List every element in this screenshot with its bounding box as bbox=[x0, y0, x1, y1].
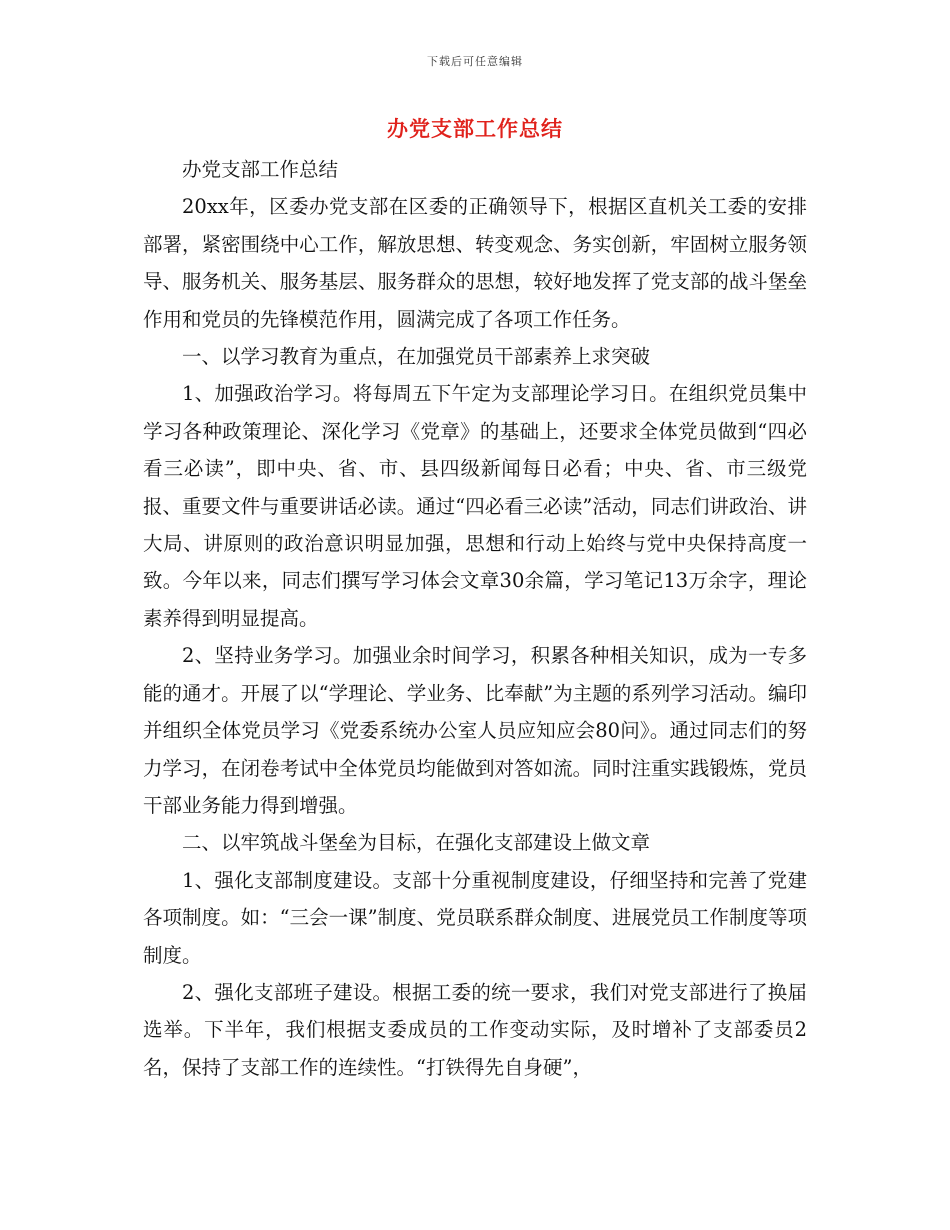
paragraph-political-study: 1、加强政治学习。将每周五下午定为支部理论学习日。在组织党员集中学习各种政策理论、深化学习《党章》的基础上，还要求全体党员做到“四必看三必读”，即中央、省、市、县四级新闻每日必看；中央、省、市三级党报、重要文件与重要讲话必读。通过“四必看三必读”活动，同志们讲政治、讲大局、讲原则的政治意识明显加强，思想和行动上始终与党中央保持高度一致。今年以来，同志们撰写学习体会文章30余篇，学习笔记13万余字，理论素养得到明显提高。 bbox=[143, 382, 807, 630]
paragraph-business-study: 2、坚持业务学习。加强业余时间学习，积累各种相关知识，成为一专多能的通才。开展了以“学理论、学业务、比奉献”为主题的系列学习活动。编印并组织全体党员学习《党委系统办公室人员应知应会80问》。通过同志们的努力学习，在闭卷考试中全体党员均能做到对答如流。同时注重实践锻炼，党员干部业务能力得到增强。 bbox=[143, 644, 807, 817]
paragraph-team-building: 2、强化支部班子建设。根据工委的统一要求，我们对党支部进行了换届选举。下半年，我们根据支委成员的工作变动实际，及时增补了支部委员2名，保持了支部工作的连续性。“打铁得先自身硬”， bbox=[143, 980, 807, 1079]
paragraph-intro: 20xx年，区委办党支部在区委的正确领导下，根据区直机关工委的安排部署，紧密围绕中心工作，解放思想、转变观念、务实创新，牢固树立服务领导、服务机关、服务基层、服务群众的思想，较好地发挥了党支部的战斗堡垒作用和党员的先锋模范作用，圆满完成了各项工作任务。 bbox=[143, 195, 807, 331]
document-body bbox=[143, 151, 807, 1086]
section-heading-2: 二、以牢筑战斗堡垒为目标，在强化支部建设上做文章 bbox=[182, 831, 651, 855]
paragraph-system-building: 1、强化支部制度建设。支部十分重视制度建设，仔细坚持和完善了党建各项制度。如：“三会一课”制度、党员联系群众制度、进展党员工作制度等项制度。 bbox=[143, 868, 807, 967]
header-note: 下载后可任意编辑 bbox=[427, 55, 523, 68]
paragraph-subtitle: 办党支部工作总结 bbox=[182, 158, 339, 181]
section-heading-1: 一、以学习教育为重点，在加强党员干部素养上求突破 bbox=[182, 345, 651, 369]
document-title: 办党支部工作总结 bbox=[387, 117, 563, 141]
